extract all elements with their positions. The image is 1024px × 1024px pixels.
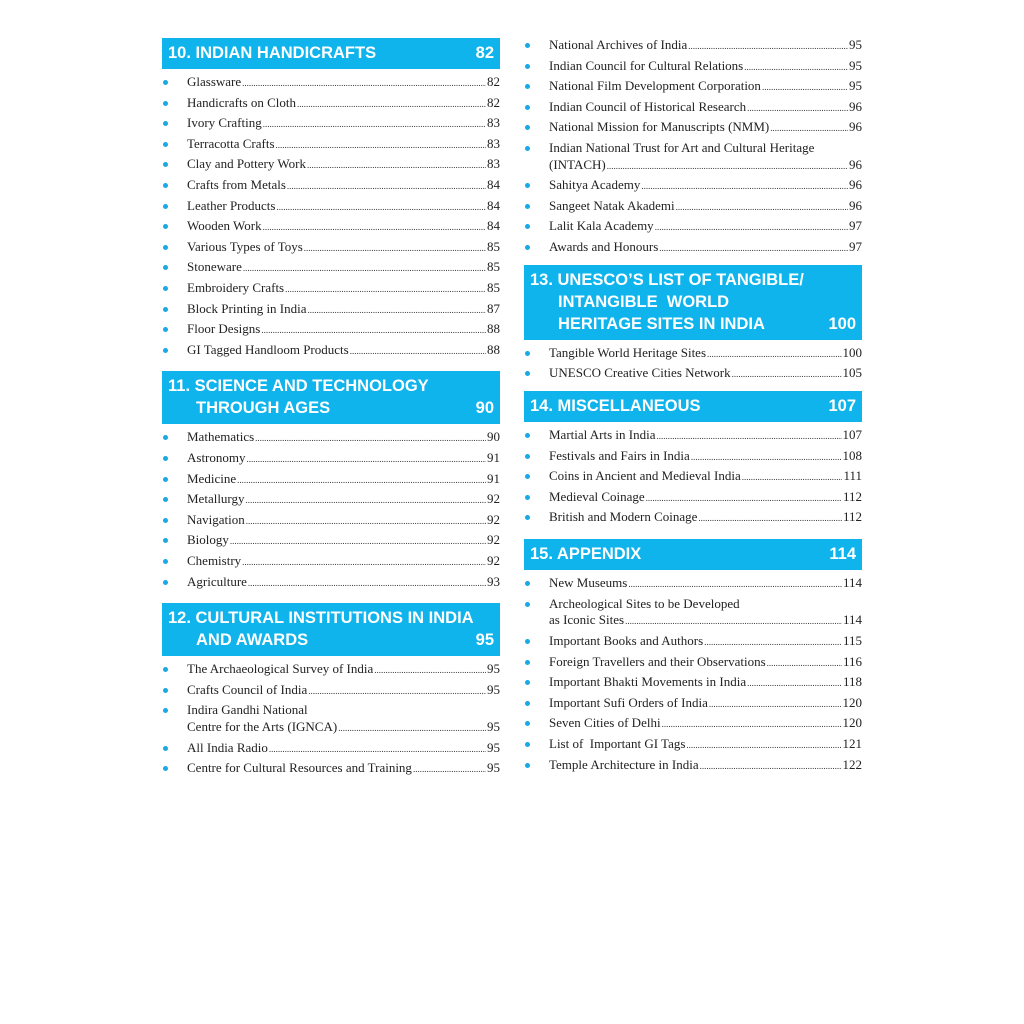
dot-leader	[686, 737, 841, 754]
toc-entry[interactable]: Biology ..... 92	[162, 532, 500, 550]
toc-entry[interactable]: Block Printing in India ..... 87	[162, 301, 500, 319]
toc-entry[interactable]: UNESCO Creative Cities Network ..... 105	[524, 365, 862, 383]
toc-entry[interactable]: Seven Cities of Delhi ..... 120	[524, 715, 862, 733]
bullet-icon	[163, 101, 168, 106]
dot-leader	[297, 96, 486, 113]
toc-entry[interactable]: Clay and Pottery Work ..... 83	[162, 156, 500, 174]
toc-entry[interactable]: Wooden Work ..... 84	[162, 218, 500, 236]
bullet-icon	[525, 64, 530, 69]
section-title: 15. APPENDIX	[530, 545, 642, 564]
bullet-icon	[163, 80, 168, 85]
dot-leader	[287, 178, 486, 195]
bullet-icon	[163, 538, 168, 543]
toc-entry[interactable]: New Museums ..... 114	[524, 575, 862, 593]
section-page: 90	[475, 399, 494, 418]
dot-leader	[659, 240, 848, 257]
dot-leader	[263, 219, 486, 236]
toc-entry[interactable]: Sahitya Academy ..... 96	[524, 177, 862, 195]
dot-leader	[413, 761, 486, 778]
dot-leader	[709, 696, 842, 713]
toc-entry[interactable]: Temple Architecture in India ..... 122	[524, 757, 862, 775]
dot-leader	[607, 158, 848, 175]
bullet-icon	[163, 307, 168, 312]
bullet-icon	[163, 518, 168, 523]
dot-leader	[338, 720, 486, 737]
section-entries-14	[524, 427, 862, 527]
dot-leader	[350, 343, 486, 360]
dot-leader	[747, 100, 848, 117]
bullet-icon	[163, 286, 168, 291]
toc-entry[interactable]: Crafts from Metals ..... 84	[162, 177, 500, 195]
section-page: 100	[828, 314, 856, 333]
bullet-icon	[525, 680, 530, 685]
dot-leader	[641, 178, 848, 195]
section-title: 14. MISCELLANEOUS	[530, 397, 701, 416]
bullet-icon	[525, 515, 530, 520]
toc-entry[interactable]: Stoneware ..... 85	[162, 259, 500, 277]
toc-entry[interactable]: Mathematics ..... 90	[162, 429, 500, 447]
dot-leader	[261, 322, 486, 339]
toc-entry[interactable]: British and Modern Coinage ..... 112	[524, 509, 862, 527]
bullet-icon	[525, 495, 530, 500]
section-title-cont: INTANGIBLE WORLD	[558, 292, 730, 311]
toc-entry[interactable]: National Archives of India ..... 95	[524, 37, 862, 55]
bullet-icon	[163, 245, 168, 250]
bullet-icon	[525, 742, 530, 747]
section-title: 10. INDIAN HANDICRAFTS	[168, 44, 377, 62]
bullet-icon	[163, 162, 168, 167]
toc-entry[interactable]: Centre for Cultural Resources and Training ..... 95	[162, 760, 500, 778]
dot-leader	[700, 758, 842, 775]
toc-entry[interactable]: Medieval Coinage ..... 112	[524, 489, 862, 507]
toc-entry[interactable]: Important Books and Authors ..... 115	[524, 633, 862, 651]
section-page: 107	[828, 397, 856, 416]
dot-leader	[747, 675, 842, 692]
dot-leader	[246, 492, 486, 509]
bullet-icon	[525, 245, 530, 250]
dot-leader	[276, 199, 486, 216]
section-title-cont: HERITAGE SITES IN INDIA	[558, 314, 765, 333]
bullet-icon	[163, 580, 168, 585]
toc-entry[interactable]: Foreign Travellers and their Observations ..... 116	[524, 654, 862, 672]
toc-right-column	[524, 37, 862, 777]
bullet-icon	[525, 84, 530, 89]
toc-entry[interactable]: All India Radio ..... 95	[162, 740, 500, 758]
toc-entry[interactable]: Indian Council for Cultural Relations ..... 95	[524, 58, 862, 76]
bullet-icon	[163, 224, 168, 229]
section-page: 95	[475, 631, 494, 650]
dot-leader	[628, 576, 842, 593]
toc-entry[interactable]: Important Bhakti Movements in India ..... 118	[524, 674, 862, 692]
section-header-15	[524, 539, 862, 570]
section-page: 114	[829, 545, 856, 564]
section-header-12	[162, 603, 500, 656]
dot-leader	[374, 662, 486, 679]
dot-leader	[246, 513, 486, 530]
bullet-icon	[525, 371, 530, 376]
section-title-cont: THROUGH AGES	[196, 399, 331, 418]
bullet-icon	[525, 602, 530, 607]
toc-entry[interactable]: National Film Development Corporation ..... 95	[524, 78, 862, 96]
dot-leader	[742, 469, 843, 486]
bullet-icon	[525, 433, 530, 438]
bullet-icon	[163, 183, 168, 188]
bullet-icon	[163, 121, 168, 126]
bullet-icon	[525, 721, 530, 726]
dot-leader	[242, 554, 486, 571]
dot-leader	[691, 449, 842, 466]
dot-leader	[237, 472, 486, 489]
toc-entry[interactable]: Navigation ..... 92	[162, 512, 500, 530]
toc-entry[interactable]: Indira Gandhi National Centre for the Arts (IGNCA) ..... 95	[162, 702, 500, 736]
bullet-icon	[163, 477, 168, 482]
dot-leader	[770, 120, 848, 137]
toc-entry[interactable]: List of Important GI Tags ..... 121	[524, 736, 862, 754]
section-entries-10	[162, 74, 500, 359]
bullet-icon	[163, 708, 168, 713]
toc-entry[interactable]: GI Tagged Handloom Products ..... 88	[162, 342, 500, 360]
bullet-icon	[525, 146, 530, 151]
bullet-icon	[525, 125, 530, 130]
dot-leader	[308, 302, 486, 319]
toc-entry[interactable]: Various Types of Toys ..... 85	[162, 239, 500, 257]
toc-entry[interactable]: Indian Council of Historical Research ..... 96	[524, 99, 862, 117]
toc-entry[interactable]: Floor Designs ..... 88	[162, 321, 500, 339]
toc-left-column	[162, 28, 500, 781]
bullet-icon	[525, 474, 530, 479]
bullet-icon	[163, 667, 168, 672]
dot-leader	[625, 613, 842, 630]
dot-leader	[285, 281, 486, 298]
bullet-icon	[163, 456, 168, 461]
toc-entry[interactable]: Festivals and Fairs in India ..... 108	[524, 448, 862, 466]
dot-leader	[676, 199, 848, 216]
dot-leader	[707, 346, 841, 363]
section-header-14	[524, 391, 862, 422]
bullet-icon	[525, 660, 530, 665]
dot-leader	[698, 510, 842, 527]
dot-leader	[304, 240, 486, 257]
toc-entry[interactable]: National Mission for Manuscripts (NMM) ..... 96	[524, 119, 862, 137]
dot-leader	[662, 716, 842, 733]
dot-leader	[646, 490, 842, 507]
section-entries-15	[524, 575, 862, 774]
dot-leader	[230, 533, 486, 550]
toc-entry[interactable]: Embroidery Crafts ..... 85	[162, 280, 500, 298]
bullet-icon	[163, 204, 168, 209]
toc-entry[interactable]: Metallurgy ..... 92	[162, 491, 500, 509]
toc-entry[interactable]: Astronomy ..... 91	[162, 450, 500, 468]
bullet-icon	[525, 43, 530, 48]
bullet-icon	[525, 581, 530, 586]
dot-leader	[243, 260, 486, 277]
dot-leader	[767, 655, 842, 672]
toc-entry[interactable]: Coins in Ancient and Medieval India ..... 111	[524, 468, 862, 486]
dot-leader	[276, 137, 486, 154]
section-title: 13. UNESCO’S LIST OF TANGIBLE/	[530, 270, 804, 289]
bullet-icon	[525, 183, 530, 188]
bullet-icon	[525, 224, 530, 229]
dot-leader	[307, 157, 486, 174]
bullet-icon	[163, 559, 168, 564]
section-entries-12	[162, 661, 500, 778]
section-header-11	[162, 371, 500, 424]
bullet-icon	[525, 639, 530, 644]
bullet-icon	[163, 688, 168, 693]
dot-leader	[263, 116, 486, 133]
toc-entry[interactable]: Important Sufi Orders of India ..... 120	[524, 695, 862, 713]
bullet-icon	[525, 105, 530, 110]
bullet-icon	[163, 497, 168, 502]
toc-entry[interactable]: Glassware ..... 82	[162, 74, 500, 92]
toc-entry[interactable]: The Archaeological Survey of India ..... 95	[162, 661, 500, 679]
toc-entry[interactable]: Agriculture ..... 93	[162, 574, 500, 592]
dot-leader	[744, 59, 848, 76]
bullet-icon	[525, 763, 530, 768]
bullet-icon	[525, 204, 530, 209]
bullet-icon	[163, 265, 168, 270]
section-title: 12. CULTURAL INSTITUTIONS IN INDIA	[168, 609, 474, 628]
dot-leader	[248, 575, 486, 592]
section-entries-13	[524, 345, 862, 383]
dot-leader	[242, 75, 486, 92]
toc-entry[interactable]: Crafts Council of India ..... 95	[162, 682, 500, 700]
bullet-icon	[525, 701, 530, 706]
bullet-icon	[163, 327, 168, 332]
toc-entry[interactable]: Martial Arts in India ..... 107	[524, 427, 862, 445]
bullet-icon	[525, 454, 530, 459]
section-title-cont: AND AWARDS	[196, 631, 309, 650]
bullet-icon	[163, 142, 168, 147]
dot-leader	[704, 634, 842, 651]
dot-leader	[688, 38, 848, 55]
toc-entry[interactable]: Archeological Sites to be Developed as Iconic Sites ..... 114	[524, 596, 862, 630]
bullet-icon	[163, 766, 168, 771]
section-header-13	[524, 265, 862, 340]
toc-entry[interactable]: Leather Products ..... 84	[162, 198, 500, 216]
bullet-icon	[163, 348, 168, 353]
section-entries-12-continued	[524, 37, 862, 257]
toc-entry[interactable]: Tangible World Heritage Sites ..... 100	[524, 345, 862, 363]
section-entries-11	[162, 429, 500, 591]
bullet-icon	[163, 746, 168, 751]
dot-leader	[269, 741, 486, 758]
dot-leader	[308, 683, 486, 700]
toc-entry[interactable]: Chemistry ..... 92	[162, 553, 500, 571]
section-page: 82	[475, 44, 494, 62]
toc-entry[interactable]: Medicine ..... 91	[162, 471, 500, 489]
dot-leader	[655, 219, 848, 236]
section-title: 11. SCIENCE AND TECHNOLOGY	[168, 377, 429, 396]
toc-entry[interactable]: Indian National Trust for Art and Cultural Heritage (INTACH) ..... 96	[524, 140, 862, 174]
toc-entry[interactable]: Awards and Honours ..... 97	[524, 239, 862, 257]
dot-leader	[255, 430, 486, 447]
dot-leader	[732, 366, 842, 383]
toc-entry[interactable]: Terracotta Crafts ..... 83	[162, 136, 500, 154]
bullet-icon	[525, 351, 530, 356]
toc-entry[interactable]: Lalit Kala Academy ..... 97	[524, 218, 862, 236]
dot-leader	[247, 451, 487, 468]
dot-leader	[657, 428, 842, 445]
toc-entry[interactable]: Sangeet Natak Akademi ..... 96	[524, 198, 862, 216]
bullet-icon	[163, 435, 168, 440]
section-header-10	[162, 38, 500, 69]
dot-leader	[762, 79, 848, 96]
toc-entry[interactable]: Ivory Crafting ..... 83	[162, 115, 500, 133]
toc-entry[interactable]: Handicrafts on Cloth ..... 82	[162, 95, 500, 113]
